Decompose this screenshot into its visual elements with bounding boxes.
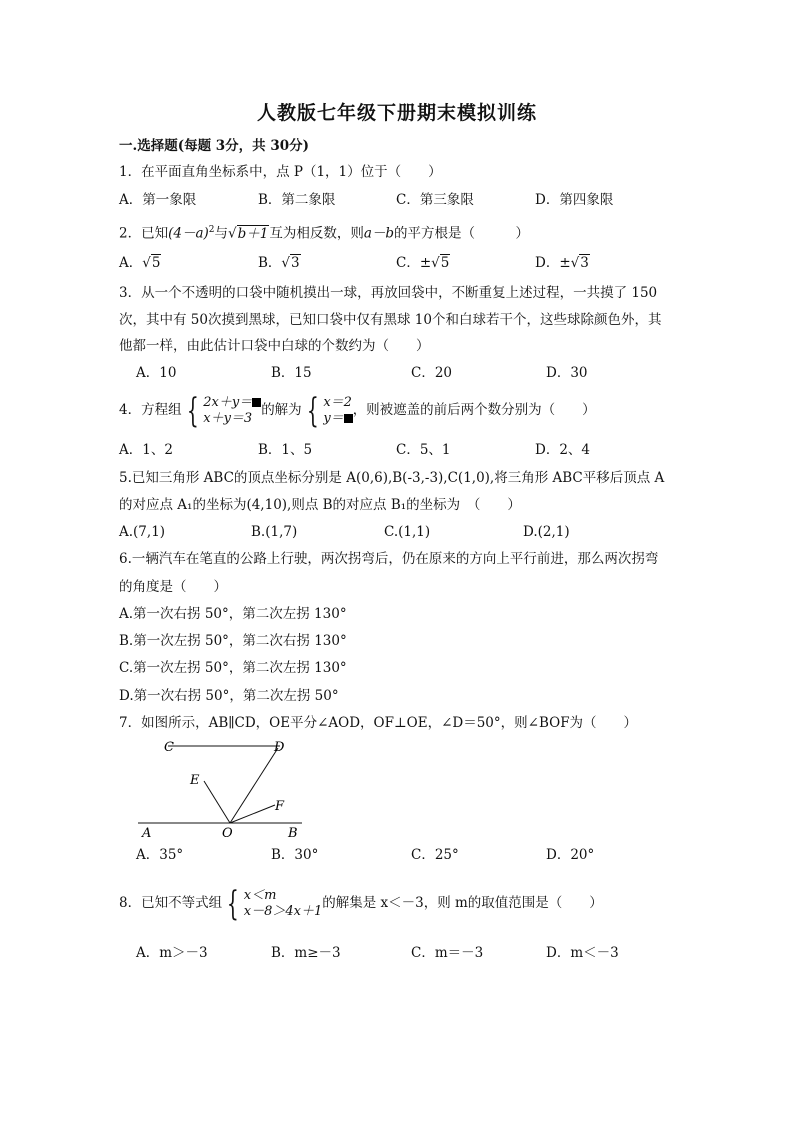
question-7-option-c: C．25° xyxy=(411,847,459,863)
question-5-line-1: 5.已知三角形 ABC的顶点坐标分别是 A(0,6),B(-3,-3),C(1,0),将三角形 ABC平移后顶点 A xyxy=(119,470,665,486)
question-6-option-a: A.第一次右拐 50°，第二次左拐 130° xyxy=(119,606,347,622)
question-3-option-b: B．15 xyxy=(271,365,312,381)
q4-system-rows xyxy=(203,395,261,427)
label-b: B xyxy=(288,826,298,840)
question-4-option-c: C．5、1 xyxy=(396,442,451,458)
left-brace-icon: { xyxy=(186,390,199,431)
q8-system-rows xyxy=(244,888,322,920)
label-d: D xyxy=(274,740,285,755)
q4-equation-system xyxy=(182,390,262,431)
label-a: A xyxy=(142,826,152,840)
hidden-square-icon xyxy=(252,398,261,407)
q4-post: ，则被遮盖的前后两个数分别为（ ） xyxy=(352,402,596,418)
page-title: 人教版七年级下册期末模拟训练 xyxy=(256,102,537,124)
question-6-line-1: 6.一辆汽车在笔直的公路上行驶，两次拐弯后，仍在原来的方向上平行前进，那么两次拐弯 xyxy=(119,551,659,567)
question-5-option-b: B.(1,7) xyxy=(251,524,298,540)
question-5-option-c: C.(1,1) xyxy=(384,524,431,540)
q8-pre: 8．已知不等式组 xyxy=(119,895,223,911)
question-6-option-c: C.第一次左拐 50°，第二次左拐 130° xyxy=(119,660,347,676)
geometry-figure xyxy=(130,735,310,840)
q2-mid: 与 xyxy=(214,225,228,242)
q2-pre: 2．已知 xyxy=(119,225,169,242)
question-6-line-2: 的角度是（ ） xyxy=(119,579,227,595)
question-2-stem xyxy=(119,221,529,243)
label-f: F xyxy=(275,799,285,814)
question-4-option-a: A．1、2 xyxy=(119,442,173,458)
question-4-option-b: B．1、5 xyxy=(258,442,313,458)
q2-exponent: 2 xyxy=(208,225,215,235)
ray-of xyxy=(230,805,275,823)
question-8-stem xyxy=(119,884,603,922)
q2-expr1: (4－a) xyxy=(168,225,209,242)
q2-a-label: A． xyxy=(119,255,143,271)
q2-a-value: 5 xyxy=(151,255,161,271)
question-3-line-2: 次，其中有 50次摸到黑球，已知口袋中仅有黑球 10个和白球若干个，这些球除颜色外，其 xyxy=(119,312,662,328)
left-brace-icon: { xyxy=(306,390,319,431)
question-8-option-a: A．m＞－3 xyxy=(136,945,208,961)
question-2-option-a xyxy=(119,254,161,272)
question-7-option-b: B．30° xyxy=(271,847,319,863)
question-2-option-d xyxy=(535,254,590,272)
q8-row1: x＜m xyxy=(243,887,277,903)
question-3-line-3: 他都一样，由此估计口袋中白球的个数约为（ ） xyxy=(119,338,430,354)
q2-expr3: a－b xyxy=(363,225,395,242)
left-brace-icon: { xyxy=(226,883,239,924)
question-5-option-a: A.(7,1) xyxy=(119,524,166,540)
q2-d-value: 3 xyxy=(580,255,589,271)
question-1-option-b: B．第二象限 xyxy=(258,192,336,208)
q4-solution-system xyxy=(302,390,353,431)
segment-od xyxy=(230,748,278,823)
q8-row2: x－8＞4x＋1 xyxy=(243,903,323,919)
question-5-option-d: D.(2,1) xyxy=(523,524,570,540)
q2-expr2: b＋1 xyxy=(237,225,269,242)
question-7-option-a: A．35° xyxy=(136,847,184,863)
question-4-stem xyxy=(119,390,596,431)
question-8-option-d: D．m＜－3 xyxy=(546,945,619,961)
q2-d-label: D．± xyxy=(535,255,571,271)
hidden-square-icon xyxy=(344,414,353,423)
question-4-option-d: D．2、4 xyxy=(535,442,591,458)
sqrt-icon: √ xyxy=(142,255,151,271)
q8-inequality-system xyxy=(222,883,323,924)
sqrt-icon: √ xyxy=(570,255,580,271)
question-3-option-d: D．30 xyxy=(546,365,588,381)
label-e: E xyxy=(190,773,200,788)
question-6-option-b: B.第一次左拐 50°，第二次右拐 130° xyxy=(119,633,347,649)
q4-mid: 的解为 xyxy=(261,402,302,418)
section-heading: 一.选择题(每题 3分，共 30分) xyxy=(119,138,310,154)
question-7-stem: 7．如图所示，AB∥CD，OE平分∠AOD，OF⊥OE，∠D＝50°，则∠BOF为（ ） xyxy=(119,715,638,731)
ray-oe xyxy=(204,781,230,823)
q8-post: 的解集是 x＜－3，则 m的取值范围是（ ） xyxy=(322,895,603,911)
label-o: O xyxy=(222,826,233,840)
q2-post: 互为相反数，则 xyxy=(269,225,364,242)
question-1-option-d: D．第四象限 xyxy=(535,192,614,208)
question-8-option-b: B．m≥－3 xyxy=(271,945,341,961)
q2-b-label: B． xyxy=(258,255,282,271)
q4-solution-rows xyxy=(323,395,352,427)
q2-c-value: 5 xyxy=(440,255,450,271)
sqrt-icon: √ xyxy=(431,255,440,271)
q2-c-label: C．± xyxy=(396,255,432,271)
question-8-option-c: C．m＝－3 xyxy=(411,945,484,961)
question-3-option-a: A．10 xyxy=(136,365,177,381)
question-5-line-2: 的对应点 A₁的坐标为(4,10),则点 B的对应点 B₁的坐标为 （ ） xyxy=(119,497,521,513)
sqrt-icon: √ xyxy=(228,225,237,242)
question-2-option-c xyxy=(396,254,450,272)
q4-pre: 4．方程组 xyxy=(119,402,182,418)
question-1-option-c: C．第三象限 xyxy=(396,192,474,208)
label-c: C xyxy=(164,740,174,755)
question-3-line-1: 3．从一个不透明的口袋中随机摸出一球，再放回袋中，不断重复上述过程，一共摸了 150 xyxy=(119,285,658,301)
question-1-stem: 1．在平面直角坐标系中，点 P（1，1）位于（ ） xyxy=(119,164,442,180)
question-3-option-c: C．20 xyxy=(411,365,453,381)
q4-sys2-row2: y＝ xyxy=(323,410,344,426)
q2-b-value: 3 xyxy=(291,255,300,271)
question-6-option-d: D.第一次右拐 50°，第二次左拐 50° xyxy=(119,688,339,704)
q4-sys2-row1: x＝2 xyxy=(323,394,352,410)
question-7-option-d: D．20° xyxy=(546,847,595,863)
q4-sys1-row2: x＋y＝3 xyxy=(203,410,253,426)
question-1-option-a: A．第一象限 xyxy=(119,192,197,208)
q4-sys1-row1: 2x＋y＝ xyxy=(203,394,253,410)
question-2-option-b xyxy=(258,254,301,272)
sqrt-icon: √ xyxy=(281,255,291,271)
q2-post2: 的平方根是（ ） xyxy=(394,225,530,242)
